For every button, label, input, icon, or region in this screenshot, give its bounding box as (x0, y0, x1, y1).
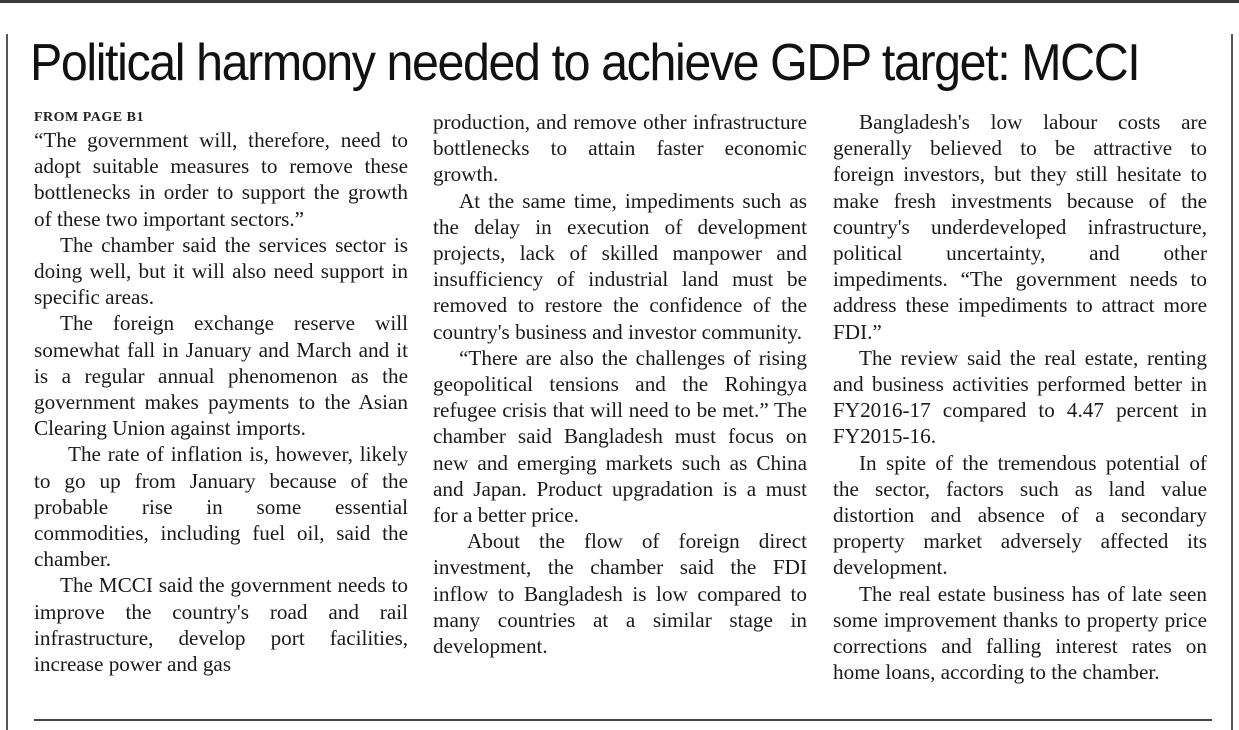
article-column-3 (833, 109, 1207, 685)
article-column-2 (433, 109, 807, 659)
paragraph: “There are also the challenges of rising geopolitical tensions and the Rohingya refugee crisis that will need to be met.” The chamber said Bangladesh must focus on new and emerging markets such as China and Japan. Product upgradation is a must for a better price. (433, 345, 807, 528)
paragraph: The review said the real estate, renting and business activities performed better in FY2016-17 compared to 4.47 percent in FY2015-16. (833, 345, 1207, 449)
paragraph: The foreign exchange reserve will somewhat fall in January and March and it is a regular annual phenomenon as the government makes payments to the Asian Clearing Union against imports. (34, 311, 408, 441)
paragraph: The chamber said the services sector is doing well, but it will also need support in specific areas. (34, 232, 408, 310)
page-top-border (0, 0, 1239, 3)
article-headline: Political harmony needed to achieve GDP target: MCCI (30, 34, 1140, 92)
paragraph: “The government will, therefore, need to adopt suitable measures to remove these bottlenecks in order to support the growth of these two important sectors.” (34, 128, 408, 231)
bottom-divider (34, 719, 1212, 721)
left-border-rule (6, 34, 8, 730)
paragraph: At the same time, impediments such as the delay in execution of development projects, lack of skilled manpower and insufficiency of industrial land must be removed to restore the confidence of the country's business and investor community. (433, 188, 807, 344)
article-column-1 (34, 109, 408, 677)
paragraph: In spite of the tremendous potential of the sector, factors such as land value distortion and absence of a secondary property market adversely affected its development. (833, 450, 1207, 580)
paragraph: Bangladesh's low labour costs are generally believed to be attractive to foreign investors, but they still hesitate to make fresh investments because of the country's underdeveloped infrastructure, political uncertainty, and other impediments. “The government needs to address these impediments to attract more FDI.” (833, 110, 1207, 344)
continued-from-label: FROM PAGE B1 (34, 110, 144, 125)
paragraph: The rate of inflation is, however, likely to go up from January because of the probable rise in some essential commodities, including fuel oil, said the chamber. (34, 442, 408, 572)
paragraph: production, and remove other infrastructure bottlenecks to attain faster economic growth. (433, 110, 807, 187)
paragraph: The real estate business has of late seen some improvement thanks to property price corrections and falling interest rates on home loans, according to the chamber. (833, 581, 1207, 685)
paragraph: The MCCI said the government needs to improve the country's road and rail infrastructure, develop port facilities, increase power and gas (34, 573, 408, 677)
right-border-rule (1231, 34, 1233, 730)
paragraph: About the flow of foreign direct investment, the chamber said the FDI inflow to Bangladesh is low compared to many countries at a similar stage in development. (433, 529, 807, 659)
